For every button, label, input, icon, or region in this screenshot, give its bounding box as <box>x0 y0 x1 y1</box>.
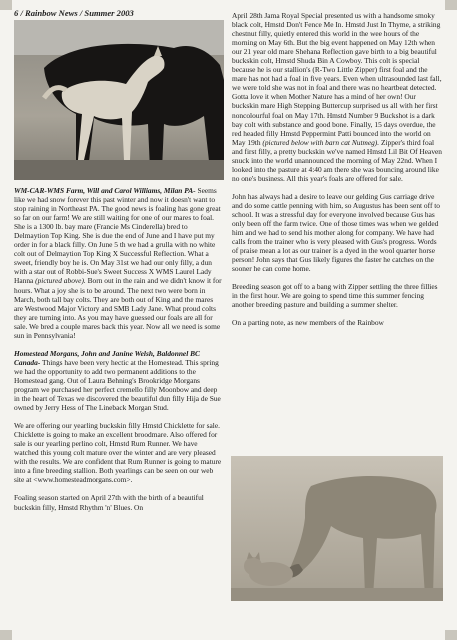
farm-heading-homestead: Homestead Morgans, John and Janine Welsh, Baldonnel BC Canada- <box>14 348 200 367</box>
page-corner <box>445 0 457 10</box>
farm-heading-wmcar: WM-CAR-WMS Farm, Will and Carol Williams, Milan PA- <box>14 186 196 195</box>
sale-paragraph: We are offering our yearling buckskin filly Hmstd Chicklette for sale. Chicklette is going to make an excellent broodmare. Also offered for sale is our yearling perlino colt, Hmstd Rum Runner. We have watched this young colt mature over the winter and are very pleased with the results. We are confident that Rum Runner is going to mature into a fine breeding stallion. Both yearlings can be seen on our web site at <www.homesteadmorgans.com>. <box>14 421 222 485</box>
page-corner <box>0 630 12 640</box>
foal-illustration-top <box>14 20 224 180</box>
foal-photo-top <box>14 20 224 180</box>
page-header: 6 / Rainbow News / Summer 2003 <box>14 8 134 18</box>
gus-paragraph: John has always had a desire to leave our gelding Gus carriage drive and do some cattle penning with him, so Augustus has been sent off to school. It was a stressful day for everyone involved because Gus has only been off the farm twice. One of those times was when we gelded him and we had to send his mother along for company. We have had calls from the trainer who is very pleased with Gus's progress. Words of praise mean a lot as our trainer is a dyed in the wool quarter horse person! John says that Gus likely figures the faster he catches on the sooner he can come home. <box>232 191 441 274</box>
right-article-column <box>232 11 444 337</box>
foals-paragraph: April 28th Jama Royal Special presented us with a handsome smoky black colt, Hmstd Don't Fence Me In. Hmstd Just In Thyme, a striking chestnut filly, quietly entered this world in the wee hours of the morning on May 6th. But the big event happened on May 12th when our 21 year old mare Shehana Reflection gave birth to a big beautiful buckskin colt, Hmstd Shuda Bin A Cowboy. This colt is special because he is our stallion's (R-Two Little Zipper) first foal and the mare has not had a foal in five years. Even when ultrasounded last fall, we were told she was not in foal and there was no heartbeat detected. Gotta love it when Mother Nature has a mind of her own! Our buckskin mare High Stepping Buttercup surprised us all with her first noncolourful foal on May 17th. Hmstd Number 9 Buckshot is a dark bay colt with substance and good bone. Finally, 15 days overdue, the red headed filly Hmstd Peppermint Patti bounced into the world on May 19th (pictured below with barn cat Nutmeg). Zipper's third foal and first filly, a pretty buckskin we've named Hmstd Lil Bit Of Heaven snuck into the world unannounced the morning of May 22nd. When I looked into the pasture at 4:40 am there she was bouncing around like no one's business. All this year's foals are offered for sale. <box>232 11 442 183</box>
breeding-paragraph: Breeding season got off to a bang with Zipper settling the three fillies in the first hour. We are going to spend time this summer fencing another breeding pasture and building a summer shelter. <box>232 282 438 310</box>
parting-note-paragraph: On a parting note, as new members of the Rainbow <box>232 318 384 328</box>
foaling-paragraph: Foaling season started on April 27th with the birth of a beautiful buckskin filly, Hmstd Rhythm 'n' Blues. On <box>14 493 204 512</box>
foal-photo-bottom <box>231 456 443 601</box>
foal-cat-illustration <box>231 456 443 601</box>
left-article-column <box>14 186 224 521</box>
page-corner <box>445 630 457 640</box>
page-corner <box>0 0 12 10</box>
homestead-paragraph: Homestead Morgans, John and Janine Welsh, Baldonnel BC Canada- Things have been very hectic at the Homestead. This spring we had the opportunity to add two permanent additions to the Homestead gang. Out of Laura Behning's Brookridge Morgans program we purchased her perfect cremello filly Moonbow and deep in the heart of Texas we discovered the beautiful dun filly Hija de Sue owned by Jerry Hess of The Lineback Morgan Stud. <box>14 348 221 413</box>
wmcar-paragraph: WM-CAR-WMS Farm, Will and Carol Williams, Milan PA- Seems like we had snow forever this past winter and now it doesn't want to stop raining in Northeast PA. The good news is foaling has gone great so far on our farm! We are still waiting for one of our mares to foal. She is a 1300 lb. bay mare (Francie Ms Cinderella) bred to Delmaytion Top King. She is due the end of June and I have put my order in for a black filly. On June 5 th we had a grulla with no white colt out of Delmaytion Top King X Successful Reflection. What a sweet, friendly boy he is. On May 31st we had our only filly, a dun with a star out of Robbi-Sue's Sweet Success X WMS Laurel Lady Hanna (pictured above). Born out in the rain and we didn't know it for hours. What a joy she is to be around. The next two were born in March, both tall bay colts. They are both out of King and the mares are Westwood Major Victory and SMB Lady Jane. What proud colts they are turning into. As you may have guessed our foals are all for sale. We bred a couple mares back this year. Now all we need is some sun in Pennsylvania! <box>14 186 222 340</box>
